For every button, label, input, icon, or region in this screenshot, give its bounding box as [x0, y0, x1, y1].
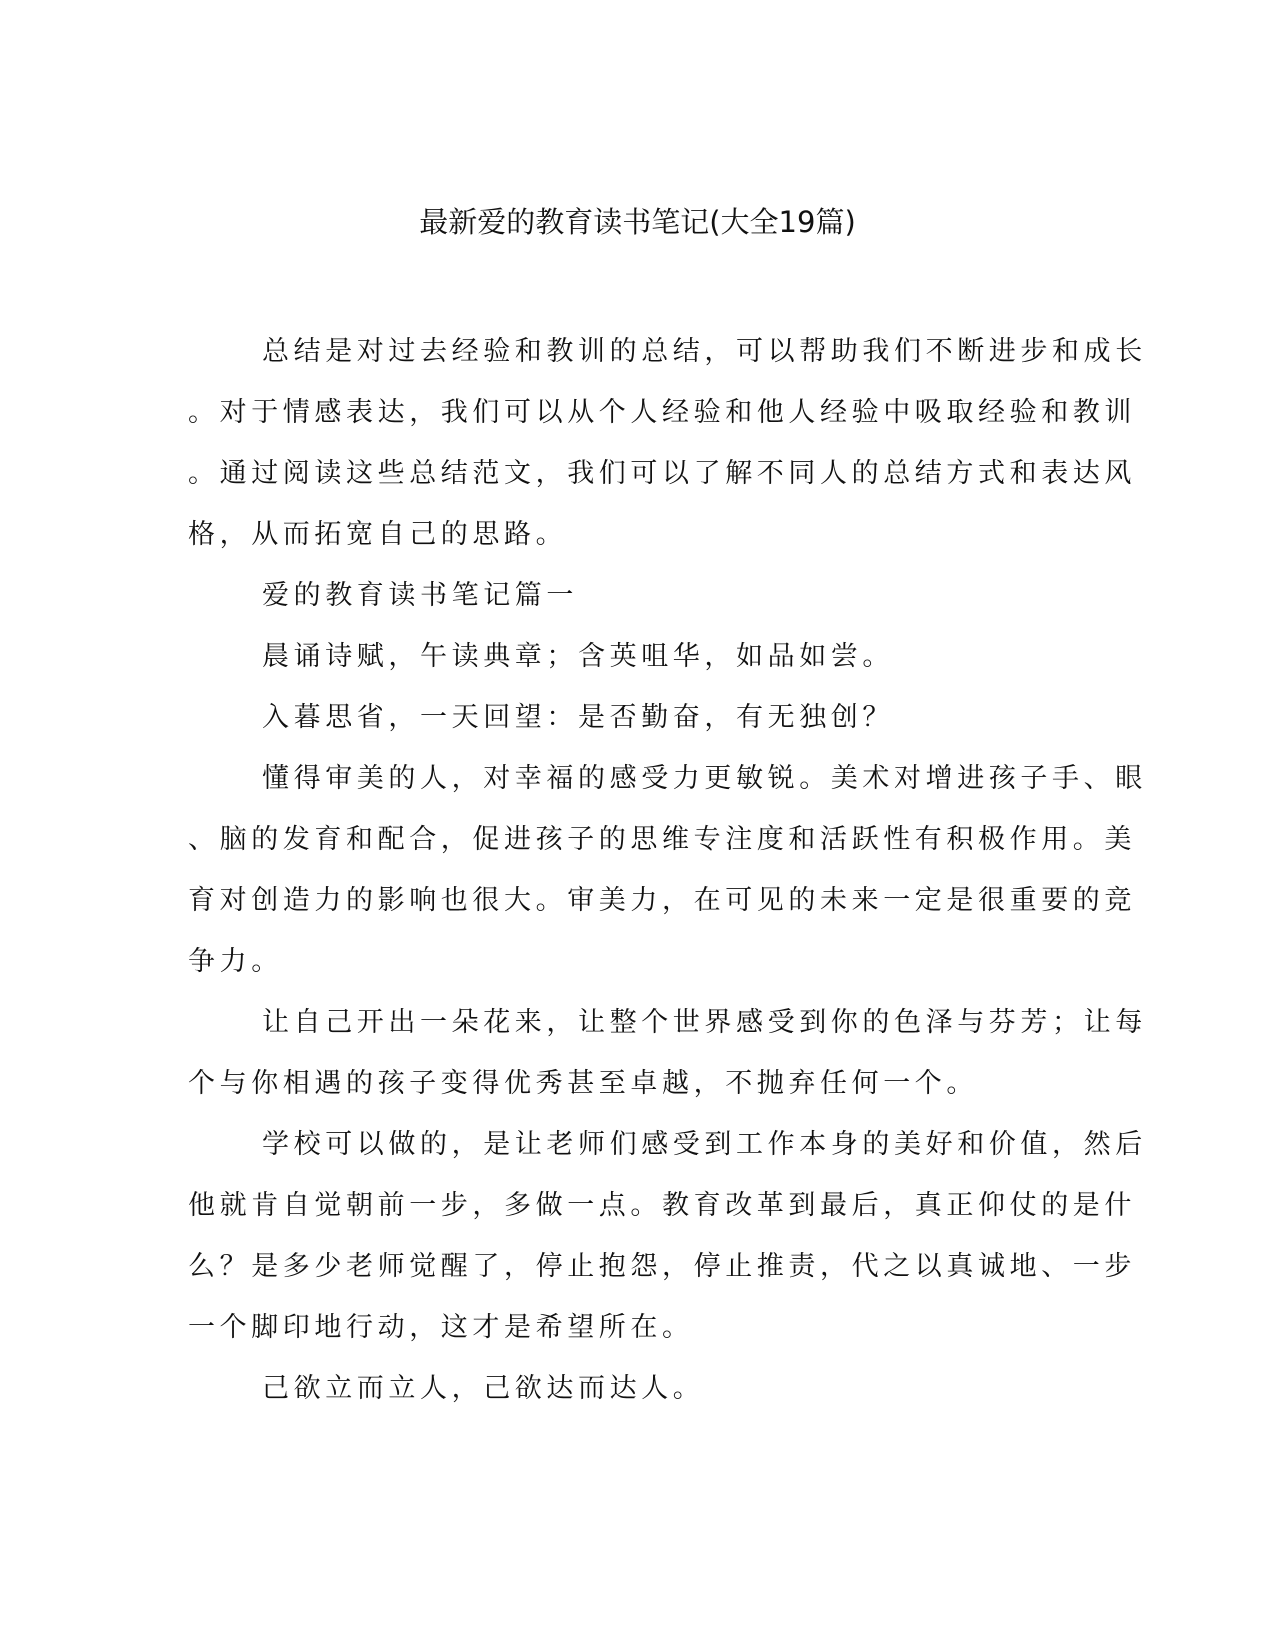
text-line: 学校可以做的，是让老师们感受到工作本身的美好和价值，然后 — [262, 1129, 1147, 1160]
text-line: 爱的教育读书笔记篇一 — [262, 580, 578, 611]
text-line: 他就肯自觉朝前一步，多做一点。教育改革到最后，真正仰仗的是什 — [188, 1190, 1136, 1221]
document-title: 最新爱的教育读书笔记(大全19篇) — [419, 205, 856, 239]
text-line: 育对创造力的影响也很大。审美力，在可见的未来一定是很重要的竞 — [188, 885, 1136, 916]
text-line: 懂得审美的人，对幸福的感受力更敏锐。美术对增进孩子手、眼 — [262, 763, 1147, 794]
text-line: 让自己开出一朵花来，让整个世界感受到你的色泽与芬芳；让每 — [262, 1007, 1147, 1038]
text-line: 争力。 — [188, 946, 283, 977]
text-line: 己欲立而立人，己欲达而达人。 — [262, 1373, 705, 1404]
text-line: 入暮思省，一天回望：是否勤奋，有无独创？ — [262, 702, 894, 733]
document-body — [188, 321, 1147, 1419]
text-line: 总结是对过去经验和教训的总结，可以帮助我们不断进步和成长 — [262, 336, 1147, 367]
text-line: 。对于情感表达，我们可以从个人经验和他人经验中吸取经验和教训 — [188, 397, 1136, 428]
text-line: 么？是多少老师觉醒了，停止抱怨，停止推责，代之以真诚地、一步 — [188, 1251, 1136, 1282]
text-line: 一个脚印地行动，这才是希望所在。 — [188, 1312, 694, 1343]
text-line: 、脑的发育和配合，促进孩子的思维专注度和活跃性有积极作用。美 — [188, 824, 1136, 855]
text-line: 格，从而拓宽自己的思路。 — [188, 519, 568, 550]
text-line: 晨诵诗赋，午读典章；含英咀华，如品如尝。 — [262, 641, 894, 672]
text-line: 。通过阅读这些总结范文，我们可以了解不同人的总结方式和表达风 — [188, 458, 1136, 489]
text-line: 个与你相遇的孩子变得优秀甚至卓越，不抛弃任何一个。 — [188, 1068, 978, 1099]
